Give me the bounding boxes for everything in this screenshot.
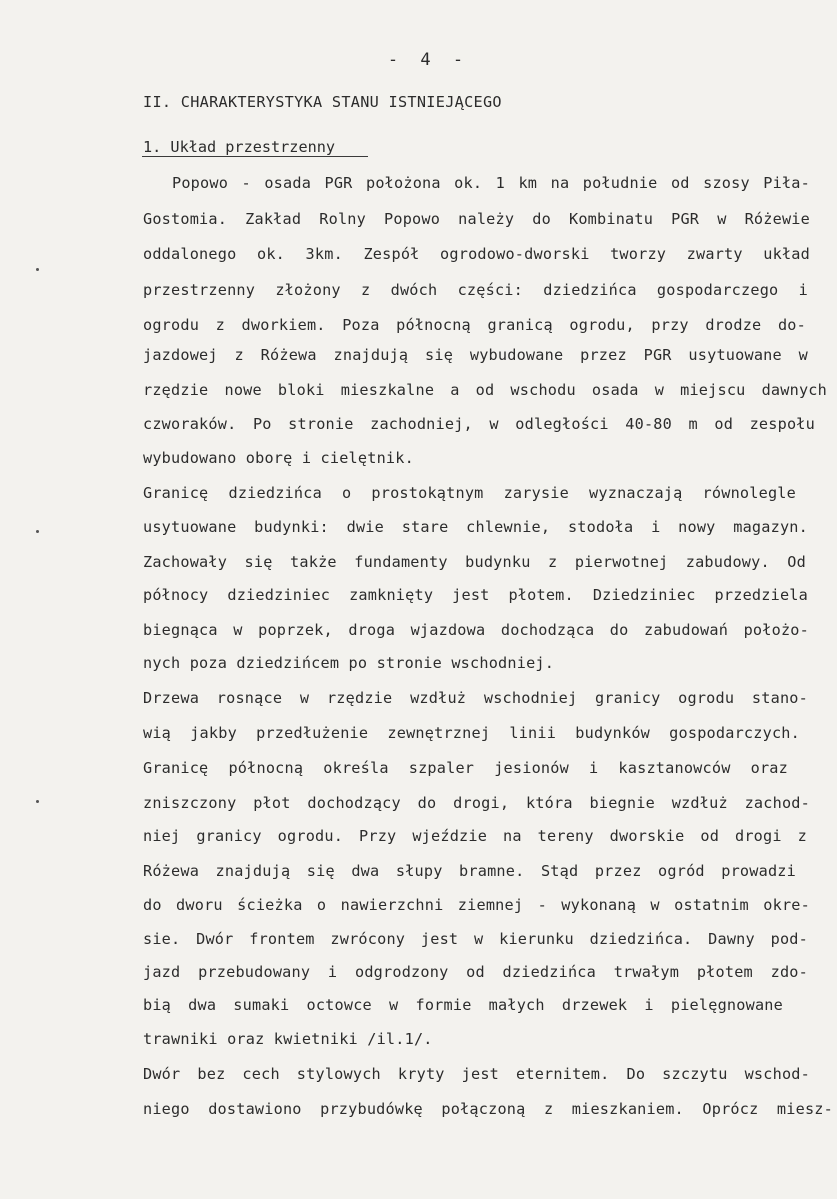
text-line: sie. Dwór frontem zwrócony jest w kierunku dziedzińca. Dawny pod- xyxy=(143,930,808,948)
binder-hole-mark xyxy=(36,800,39,803)
text-line: Granicę północną określa szpaler jesionów i kasztanowców oraz xyxy=(143,759,788,777)
text-line: rzędzie nowe bloki mieszkalne a od wschodu osada w miejscu dawnych xyxy=(143,381,827,399)
text-line: niej granicy ogrodu. Przy wjeździe na tereny dworskie od drogi z xyxy=(143,827,807,845)
text-line: biegnąca w poprzek, droga wjazdowa dochodząca do zabudowań położo- xyxy=(143,621,809,639)
text-line: jazdowej z Różewa znajdują się wybudowane przez PGR usytuowane w xyxy=(143,346,808,364)
binder-hole-mark xyxy=(36,268,39,271)
text-line: trawniki oraz kwietniki /il.1/. xyxy=(143,1030,433,1048)
text-line: do dworu ścieżka o nawierzchni ziemnej - wykonaną w ostatnim okre- xyxy=(143,896,810,914)
text-line: usytuowane budynki: dwie stare chlewnie, stodoła i nowy magazyn. xyxy=(143,518,808,536)
text-line: czworaków. Po stronie zachodniej, w odległości 40-80 m od zespołu xyxy=(143,415,815,433)
text-line: Granicę dziedzińca o prostokątnym zarysie wyznaczają równolegle xyxy=(143,484,796,502)
sub-heading: 1. Układ przestrzenny xyxy=(143,138,336,156)
text-line: zniszczony płot dochodzący do drogi, która biegnie wzdłuż zachod- xyxy=(143,794,810,812)
text-line: Drzewa rosnące w rzędzie wzdłuż wschodniej granicy ogrodu stano- xyxy=(143,689,808,707)
text-line: niego dostawiono przybudówkę połączoną z mieszkaniem. Oprócz miesz- xyxy=(143,1100,833,1118)
text-line: Popowo - osada PGR położona ok. 1 km na południe od szosy Piła- xyxy=(172,174,810,192)
text-line: Dwór bez cech stylowych kryty jest eternitem. Do szczytu wschod- xyxy=(143,1065,810,1083)
text-line: wybudowano oborę i cielętnik. xyxy=(143,449,414,467)
section-heading: II. CHARAKTERYSTYKA STANU ISTNIEJĄCEGO xyxy=(143,93,502,111)
text-line: wią jakby przedłużenie zewnętrznej linii budynków gospodarczych. xyxy=(143,724,800,742)
text-line: ogrodu z dworkiem. Poza północną granicą ogrodu, przy drodze do- xyxy=(143,316,806,334)
text-line: Różewa znajdują się dwa słupy bramne. Stąd przez ogród prowadzi xyxy=(143,862,796,880)
text-line: oddalonego ok. 3km. Zespół ogrodowo-dworski tworzy zwarty układ xyxy=(143,245,810,263)
text-line: przestrzenny złożony z dwóch części: dziedzińca gospodarczego i xyxy=(143,281,808,299)
text-line: północy dziedziniec zamknięty jest płotem. Dziedziniec przedziela xyxy=(143,586,808,604)
text-line: jazd przebudowany i odgrodzony od dziedzińca trwałym płotem zdo- xyxy=(143,963,808,981)
binder-hole-mark xyxy=(36,530,39,533)
text-line: nych poza dziedzińcem po stronie wschodniej. xyxy=(143,654,555,672)
page-number: - 4 - xyxy=(387,50,470,70)
text-line: Gostomia. Zakład Rolny Popowo należy do Kombinatu PGR w Różewie xyxy=(143,210,810,228)
sub-heading-underline xyxy=(142,156,368,157)
text-line: bią dwa sumaki octowce w formie małych drzewek i pielęgnowane xyxy=(143,996,783,1014)
text-line: Zachowały się także fundamenty budynku z pierwotnej zabudowy. Od xyxy=(143,553,806,571)
